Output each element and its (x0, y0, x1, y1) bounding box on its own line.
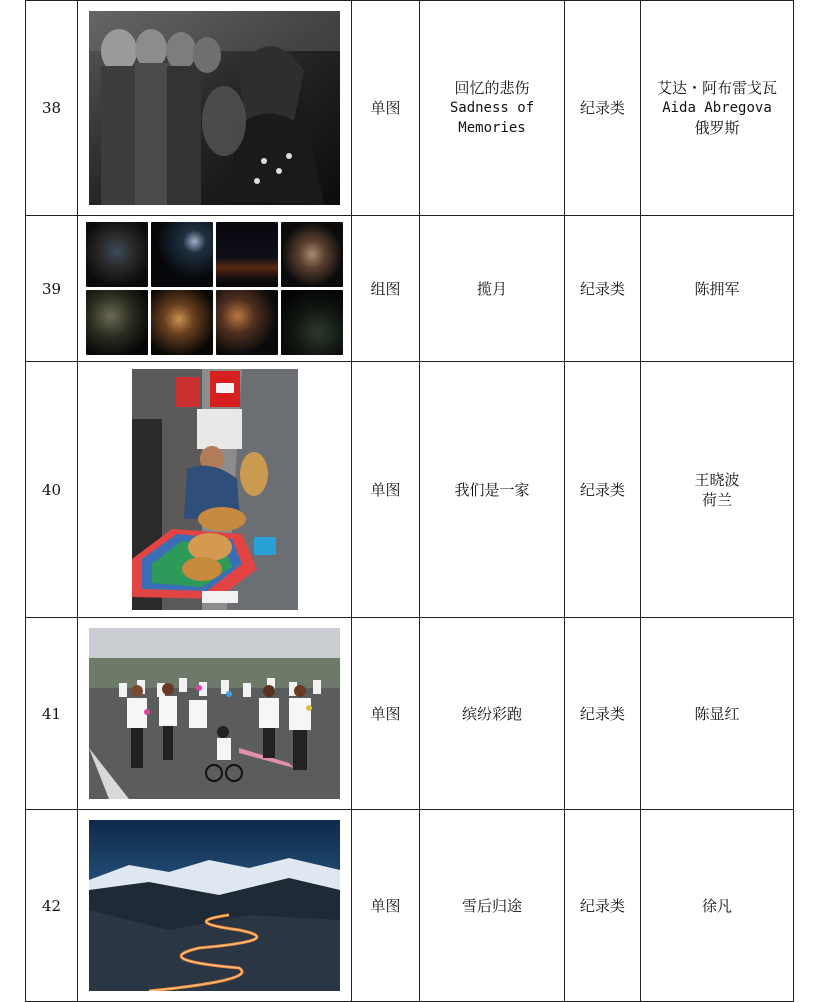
photo-elderly-woman-with-soldiers (89, 11, 340, 205)
entry-image-cell (78, 216, 352, 362)
entry-category: 纪录类 (565, 1, 641, 216)
entry-category: 纪录类 (565, 216, 641, 362)
entry-title: 我们是一家 (420, 362, 565, 618)
photo-grid-mining-night (86, 222, 343, 355)
entry-number: 39 (26, 216, 78, 362)
entry-number: 38 (26, 1, 78, 216)
entry-author: 徐凡 (641, 810, 794, 1002)
entry-title: 雪后归途 (420, 810, 565, 1002)
table-row (26, 216, 794, 362)
entry-image-cell (78, 362, 352, 618)
entry-number: 41 (26, 618, 78, 810)
entry-category: 纪录类 (565, 618, 641, 810)
entry-type: 单图 (352, 362, 420, 618)
entry-type: 单图 (352, 618, 420, 810)
entry-author: 艾达・阿布雷戈瓦 Aida Abregova 俄罗斯 (641, 1, 794, 216)
entry-category: 纪录类 (565, 810, 641, 1002)
entry-type: 单图 (352, 810, 420, 1002)
entry-author: 陈拥军 (641, 216, 794, 362)
entry-author: 陈显红 (641, 618, 794, 810)
photo-mountain-road-light-trails (89, 820, 340, 991)
entry-type: 组图 (352, 216, 420, 362)
entry-author: 王晓波 荷兰 (641, 362, 794, 618)
entry-category: 纪录类 (565, 362, 641, 618)
photo-color-run-crowd (89, 628, 340, 799)
table-row (26, 1, 794, 216)
entry-title: 回忆的悲伤 Sadness of Memories (420, 1, 565, 216)
entry-image-cell (78, 618, 352, 810)
table-row (26, 810, 794, 1002)
entries-table (25, 0, 794, 1002)
photo-man-with-dogs-street (132, 369, 298, 610)
table-row (26, 362, 794, 618)
entry-title: 缤纷彩跑 (420, 618, 565, 810)
entry-type: 单图 (352, 1, 420, 216)
table-row (26, 618, 794, 810)
entry-title: 揽月 (420, 216, 565, 362)
entry-number: 40 (26, 362, 78, 618)
entry-number: 42 (26, 810, 78, 1002)
entry-image-cell (78, 1, 352, 216)
entry-image-cell (78, 810, 352, 1002)
